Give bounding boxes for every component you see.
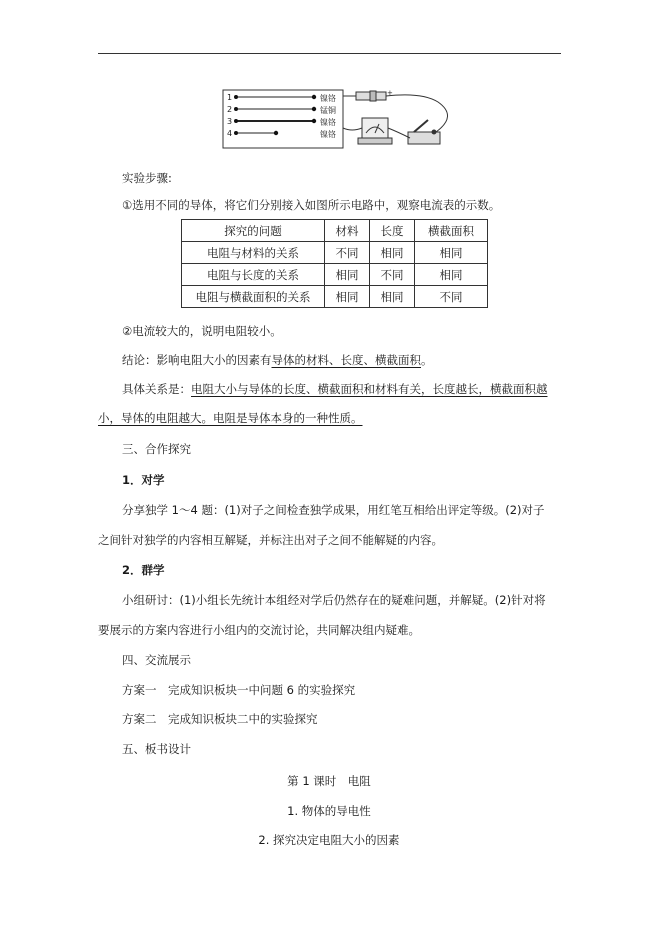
table-header: 材料 <box>325 220 370 242</box>
circuit-figure <box>222 88 462 150</box>
circuit-diagram <box>222 88 462 150</box>
wire-number-2: 2 <box>227 105 233 114</box>
board-title: 第 1 课时 电阻 <box>287 774 371 788</box>
table-row <box>182 264 488 286</box>
subsection-heading: 2．群学 <box>122 563 165 577</box>
table-cell: 不同 <box>325 242 370 264</box>
wire-number-4: 4 <box>227 129 233 138</box>
paragraph: 之间针对独学的内容相互解疑，并标注出对子之间不能解疑的内容。 <box>98 533 443 547</box>
wire-material-4: 镍铬 <box>320 130 336 139</box>
table-cell: 相同 <box>415 264 488 286</box>
ammeter <box>358 118 392 144</box>
table-cell: 不同 <box>370 264 415 286</box>
table-cell: 相同 <box>415 242 488 264</box>
table-row <box>182 242 488 264</box>
paragraph: 小组研讨：(1)小组长先统计本组经对学后仍然存在的疑难问题，并解疑。(2)针对将 <box>122 593 546 607</box>
board-item: 1. 物体的导电性 <box>287 804 371 818</box>
wire-number-3: 3 <box>227 117 233 126</box>
table-cell: 电阻与长度的关系 <box>182 264 325 286</box>
plan-1: 方案一 完成知识板块一中问题 6 的实验探究 <box>122 683 356 697</box>
relation-answer-1: 电阻大小与导体的长度、横截面积和材料有关，长度越长，横截面积越 <box>191 382 548 396</box>
wire-number-1: 1 <box>227 93 233 102</box>
paragraph: 分享独学 1～4 题：(1)对子之间检查独学成果，用红笔互相给出评定等级。(2)对子 <box>122 503 545 517</box>
relation-line-2 <box>98 410 363 426</box>
steps-title: 实验步骤: <box>122 171 172 185</box>
table-row <box>182 286 488 308</box>
table-header: 探究的问题 <box>182 220 325 242</box>
relation-answer-2: 小，导体的电阻越大。电阻是导体本身的一种性质。 <box>98 411 363 425</box>
battery <box>356 89 393 101</box>
table-cell: 电阻与材料的关系 <box>182 242 325 264</box>
table-header: 横截面积 <box>415 220 488 242</box>
relation-line-1 <box>122 381 548 397</box>
board-item: 2. 探究决定电阻大小的因素 <box>258 833 400 847</box>
table-cell: 相同 <box>370 286 415 308</box>
conclusion <box>122 352 433 368</box>
wire-material-3: 镍铬 <box>320 118 336 127</box>
plan-2: 方案二 完成知识板块二中的实验探究 <box>122 712 318 726</box>
table-header: 长度 <box>370 220 415 242</box>
table-cell: 相同 <box>325 264 370 286</box>
table-cell: 不同 <box>415 286 488 308</box>
svg-text:+: + <box>387 89 393 97</box>
wire-material-2: 锰铜 <box>320 106 336 115</box>
step-1: ①选用不同的导体，将它们分别接入如图所示电路中，观察电流表的示数。 <box>122 198 501 212</box>
table-cell: 相同 <box>370 242 415 264</box>
header-rule <box>98 53 561 54</box>
step-2: ②电流较大的，说明电阻较小。 <box>122 324 282 338</box>
relation-label: 具体关系是： <box>122 382 191 396</box>
section-heading: 四、交流展示 <box>122 653 191 667</box>
experiment-table <box>181 219 488 308</box>
wire-material-1: 镍铬 <box>320 94 336 103</box>
switch <box>408 120 440 144</box>
conclusion-end: 。 <box>421 353 433 367</box>
section-heading: 三、合作探究 <box>122 442 191 456</box>
conclusion-label: 结论：影响电阻大小的因素有 <box>122 353 272 367</box>
table-header-row <box>182 220 488 242</box>
section-heading: 五、板书设计 <box>122 742 191 756</box>
table-cell: 电阻与横截面积的关系 <box>182 286 325 308</box>
conclusion-answer: 导体的材料、长度、横截面积 <box>271 353 421 367</box>
table-cell: 相同 <box>325 286 370 308</box>
subsection-heading: 1．对学 <box>122 473 165 487</box>
paragraph: 要展示的方案内容进行小组内的交流讨论，共同解决组内疑难。 <box>98 623 420 637</box>
